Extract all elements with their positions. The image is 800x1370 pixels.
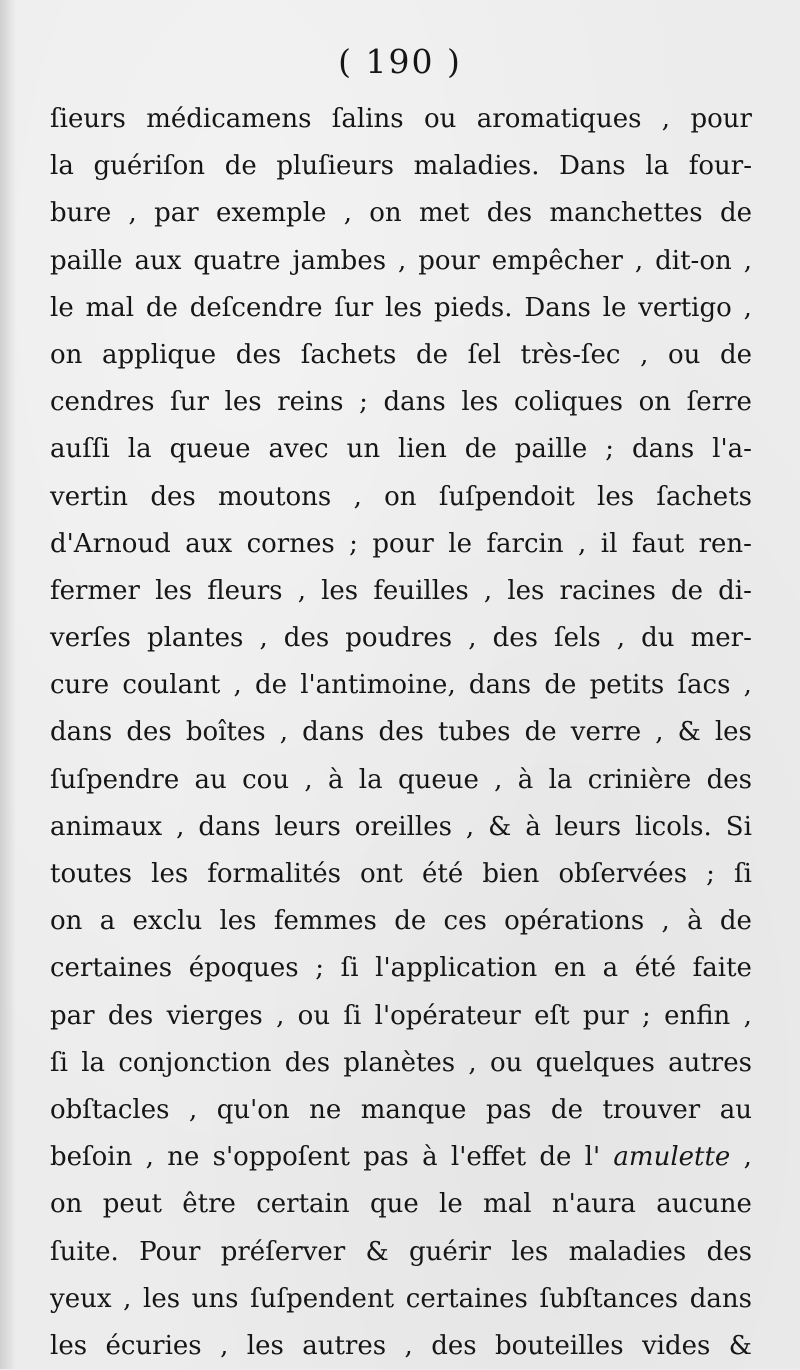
word: dans (198, 811, 261, 842)
word: ſuite. (50, 1236, 119, 1267)
word: , (483, 575, 493, 606)
word: Pour (139, 1236, 201, 1267)
word: autres (668, 1047, 752, 1078)
word: aux (185, 528, 233, 559)
word: dans (383, 387, 446, 418)
word: les (385, 292, 423, 323)
word: les (219, 906, 257, 937)
word: mal (483, 1189, 532, 1220)
word: le (50, 292, 74, 323)
word: petits (589, 670, 665, 701)
word: à (517, 764, 534, 795)
word: ſachets (300, 339, 397, 370)
word: ſi (50, 1047, 68, 1078)
word: on (638, 387, 671, 418)
word: obſtacles (50, 1094, 170, 1125)
text-line (50, 285, 752, 332)
word: ſi (734, 859, 752, 889)
word: Si (725, 811, 752, 842)
word: ſerre (686, 387, 752, 418)
word: , (494, 764, 503, 795)
word: met (418, 198, 470, 229)
text-line (50, 143, 752, 190)
word: les (511, 1236, 549, 1267)
word: pour (690, 104, 752, 134)
text-line (50, 379, 752, 426)
word: pieds. (433, 292, 513, 323)
word: obſervées (558, 859, 688, 889)
word: manque (360, 1094, 467, 1125)
text-line (50, 1276, 752, 1323)
word: aux (134, 245, 182, 276)
text-line (50, 1134, 752, 1181)
word: ſuſpendre (50, 764, 180, 795)
word: opérations (504, 906, 645, 937)
word: , (353, 481, 362, 512)
word: ſubſtances (539, 1283, 679, 1314)
text-line (50, 1229, 752, 1276)
word: en (553, 953, 587, 984)
word: certain (256, 1189, 350, 1220)
text-line (50, 190, 752, 237)
word: les (597, 481, 635, 512)
word: à (422, 1142, 438, 1173)
word: vertin (50, 481, 129, 512)
word: ſuſpendoit (438, 481, 575, 512)
text-line (50, 1087, 752, 1134)
word: ; (706, 859, 715, 889)
word: exclu (132, 906, 203, 937)
word: aromatiques (476, 104, 642, 134)
word: les (714, 717, 752, 748)
word: de (224, 151, 257, 182)
text-line (50, 521, 752, 568)
word: four- (688, 151, 752, 182)
text-line (50, 945, 752, 992)
word: mer- (690, 623, 752, 654)
word: autres (302, 1330, 387, 1361)
word: les (224, 387, 262, 418)
word: , (634, 245, 644, 276)
word: bouteilles (494, 1330, 624, 1361)
word: certaines (50, 953, 173, 984)
word: ; (641, 1000, 651, 1031)
word: , (661, 104, 671, 134)
word: de (394, 906, 427, 937)
word: , (233, 670, 242, 701)
word: pas (485, 1094, 532, 1125)
word: ou (424, 104, 457, 134)
word: ou (297, 1000, 331, 1031)
word: ou (489, 1047, 523, 1078)
word: certaines (405, 1283, 528, 1314)
word: être (182, 1189, 236, 1220)
word: , (145, 1142, 154, 1173)
word: fermer (50, 575, 140, 606)
word: au (194, 764, 227, 795)
word: , (128, 198, 137, 229)
word: trouver (602, 1094, 701, 1125)
word: , (123, 1283, 132, 1314)
word: de (415, 339, 448, 370)
word: pour (372, 528, 434, 559)
word: au (719, 1094, 752, 1125)
word: l'effet (450, 1142, 527, 1173)
word: on (384, 481, 417, 512)
word: ſur (334, 292, 374, 323)
word: cure (50, 670, 110, 701)
word: on (50, 339, 83, 370)
word: on (50, 1189, 83, 1220)
word: oreilles (354, 811, 452, 842)
word: empêcher (491, 245, 623, 276)
word: écuries (105, 1330, 202, 1361)
word: dit-on (655, 245, 732, 276)
word: des (284, 1047, 331, 1078)
word: quatre (193, 245, 281, 276)
word: lien (398, 434, 447, 465)
word: ; (605, 434, 614, 465)
text-line (50, 568, 752, 615)
word: , (661, 906, 670, 937)
word: , (176, 811, 185, 842)
word: , (297, 575, 306, 606)
word: ſi (340, 953, 359, 984)
word: a (602, 953, 619, 984)
word: des (431, 1330, 477, 1361)
word: moutons (218, 481, 332, 512)
word: qu'on (216, 1094, 290, 1125)
text-line (50, 426, 752, 473)
word: femmes (273, 906, 377, 937)
text-line (50, 851, 752, 898)
word: , (743, 245, 752, 276)
word: ces (443, 906, 487, 937)
word: , (655, 717, 664, 748)
word: l'a- (712, 434, 752, 465)
word: plantes (146, 623, 244, 654)
word: eſt (534, 1000, 570, 1031)
text-line (50, 615, 752, 662)
word: quelques (535, 1047, 655, 1078)
word: des (492, 623, 538, 654)
word: pas (363, 1142, 409, 1173)
word: l'antimoine, (300, 670, 456, 701)
word: ſacs (677, 670, 731, 701)
word: n'aura (551, 1189, 636, 1220)
word: des (486, 198, 533, 229)
word: beſoin (50, 1142, 133, 1173)
word: les (461, 387, 499, 418)
text-line (50, 238, 752, 285)
word: farcin (486, 528, 564, 559)
word: reins (277, 387, 344, 418)
word: des (706, 1236, 752, 1267)
word: l' (584, 1142, 601, 1173)
word: de (464, 434, 497, 465)
word: préſerver (220, 1236, 346, 1267)
word: vierges (166, 1000, 263, 1031)
text-line (50, 662, 752, 709)
word: licols. (635, 811, 712, 842)
word: les (143, 1283, 181, 1314)
text-line (50, 474, 752, 521)
word: de (524, 717, 557, 748)
word: a (99, 906, 116, 937)
word: mal (85, 292, 135, 323)
word: la (645, 151, 670, 182)
word: , (468, 1047, 477, 1078)
word: on (369, 198, 402, 229)
word: fleurs (207, 575, 283, 606)
word: Dans (559, 151, 626, 182)
word: ; (359, 387, 368, 418)
word: planètes (343, 1047, 456, 1078)
word: & (728, 1330, 752, 1361)
word: dans (468, 670, 532, 701)
text-line (50, 898, 752, 945)
word: toutes (50, 859, 133, 889)
word: ſur (170, 387, 209, 418)
word: , (188, 1094, 198, 1125)
word: Dans (524, 292, 591, 323)
word: les (507, 575, 545, 606)
word: la (127, 434, 152, 465)
word: des (235, 339, 282, 370)
word: yeux (50, 1283, 112, 1314)
word: époques (188, 953, 299, 984)
word: par (50, 1000, 95, 1031)
text-line (50, 1323, 752, 1370)
word: médicamens (146, 104, 312, 134)
word: de (670, 575, 703, 606)
word: à (687, 906, 703, 937)
word: & (677, 717, 701, 748)
word: du (641, 623, 675, 654)
word: paille (514, 434, 588, 465)
word: dans (50, 717, 113, 748)
word: ; (315, 953, 324, 984)
word: le (448, 528, 472, 559)
word: ; (349, 528, 358, 559)
word: , (259, 623, 268, 654)
word: , (343, 198, 352, 229)
word: , (220, 1330, 229, 1361)
word: , (743, 1000, 752, 1031)
word: dans (302, 717, 365, 748)
word: les (50, 1330, 88, 1361)
word: formalités (207, 859, 341, 889)
word: , (616, 623, 626, 654)
word: ſalins (331, 104, 404, 134)
word: des (150, 481, 196, 512)
word: été (421, 859, 464, 889)
word: , (404, 1330, 413, 1361)
word: à (525, 811, 541, 842)
word: deſcendre (189, 292, 323, 323)
word: , (465, 811, 475, 842)
word: de (539, 1142, 572, 1173)
word: guérir (408, 1236, 491, 1267)
word: jambes (292, 245, 387, 276)
word: des (283, 623, 330, 654)
word: les (155, 575, 193, 606)
word: pur (582, 1000, 629, 1031)
word: que (369, 1189, 419, 1220)
word: queue (397, 764, 479, 795)
word: , (279, 717, 288, 748)
word: la (50, 151, 74, 182)
word: de (719, 198, 752, 229)
word: crinière (587, 764, 692, 795)
word: de (254, 670, 288, 701)
word: ſachets (656, 481, 752, 512)
word: ont (360, 859, 403, 889)
word: les (151, 859, 189, 889)
word: ſels (554, 623, 601, 654)
word: & (365, 1236, 389, 1267)
word: ſel (467, 339, 501, 370)
word: cou (242, 764, 290, 795)
word: les (246, 1330, 284, 1361)
word: ſi (343, 1000, 362, 1031)
text-line (50, 332, 752, 379)
word: poudres (345, 623, 453, 654)
word: pour (418, 245, 480, 276)
body-text (50, 96, 752, 1370)
word: été (634, 953, 677, 984)
word: avec (268, 434, 329, 465)
word: verre (570, 717, 642, 748)
word: vertigo (638, 292, 732, 323)
word: , (743, 670, 752, 701)
word: par (154, 198, 199, 229)
word: uns (191, 1283, 239, 1314)
text-line (50, 709, 752, 756)
word: enfin (664, 1000, 731, 1031)
word: il (600, 528, 618, 559)
word: leurs (274, 811, 341, 842)
word: on (50, 906, 83, 937)
word: dans (631, 434, 695, 465)
word: boîtes (185, 717, 266, 748)
word: ren- (698, 528, 752, 559)
word: , (743, 1142, 752, 1173)
word: s'oppoſent (212, 1142, 350, 1173)
word: vides (641, 1330, 711, 1361)
word: cornes (246, 528, 335, 559)
word: de (550, 1094, 583, 1125)
word: pluſieurs (276, 151, 394, 182)
text-line (50, 757, 752, 804)
word: , (398, 245, 407, 276)
word: la (81, 1047, 106, 1078)
word: des (706, 764, 752, 795)
word: d'Arnoud (50, 528, 171, 559)
word: , (640, 339, 649, 370)
word: , (578, 528, 587, 559)
word: applique (102, 339, 217, 370)
text-line (50, 96, 752, 143)
word: amulette (613, 1142, 731, 1173)
word: leurs (554, 811, 622, 842)
word: conjonction (118, 1047, 272, 1078)
word: de (544, 670, 577, 701)
word: la (548, 764, 573, 795)
word: cendres (50, 387, 155, 418)
word: , (743, 292, 752, 323)
word: l'opérateur (374, 1000, 521, 1031)
word: la (358, 764, 383, 795)
word: animaux (50, 811, 163, 842)
word: le (439, 1189, 463, 1220)
word: verſes (50, 623, 131, 654)
word: , (468, 623, 477, 654)
word: aucune (656, 1189, 752, 1220)
word: faut (631, 528, 685, 559)
text-line (50, 1181, 752, 1228)
word: tubes (437, 717, 511, 748)
word: exemple (215, 198, 327, 229)
word: coliques (513, 387, 623, 418)
word: guériſon (93, 151, 206, 182)
word: de (719, 339, 752, 370)
word: de (145, 292, 178, 323)
word: dans (689, 1283, 752, 1314)
word: ou (667, 339, 701, 370)
word: les (321, 575, 359, 606)
word: auſſi (50, 434, 110, 465)
word: coulant (122, 670, 221, 701)
word: ſieurs (50, 104, 126, 134)
word: des (126, 717, 172, 748)
word: faite (692, 953, 752, 984)
word: manchettes (549, 198, 703, 229)
word: paille (50, 245, 123, 276)
word: bien (482, 859, 540, 889)
word: queue (169, 434, 251, 465)
word: des (378, 717, 424, 748)
page-number: ( 190 ) (338, 42, 462, 81)
word: maladies (568, 1236, 687, 1267)
word: le (602, 292, 627, 323)
word: maladies. (413, 151, 540, 182)
word: , (304, 764, 313, 795)
word: bure (50, 198, 112, 229)
word: racines (559, 575, 656, 606)
word: & (488, 811, 512, 842)
word: un (346, 434, 381, 465)
word: l'application (375, 953, 538, 984)
word: di- (718, 575, 752, 606)
word: très-ſec (520, 339, 621, 370)
word: , (276, 1000, 285, 1031)
word: ne (309, 1094, 342, 1125)
text-line (50, 804, 752, 851)
word: des (107, 1000, 154, 1031)
text-line (50, 1040, 752, 1087)
word: ſuſpendent (250, 1283, 395, 1314)
text-line (50, 993, 752, 1040)
word: de (719, 906, 752, 937)
page-gutter-shadow (0, 0, 16, 1369)
word: à (327, 764, 344, 795)
word: peut (102, 1189, 162, 1220)
word: feuilles (373, 575, 469, 606)
word: ne (167, 1142, 200, 1173)
